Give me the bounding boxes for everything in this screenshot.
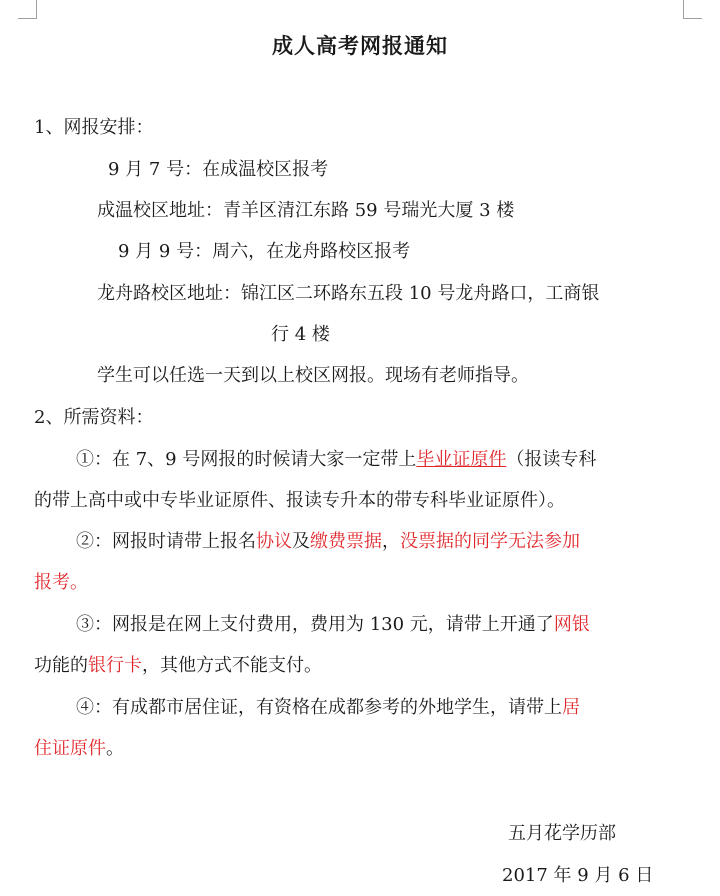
campus-address2-line2: 行 4 楼 bbox=[271, 324, 330, 345]
page-corner-mark bbox=[18, 0, 37, 19]
requirement-item1-line2: 的带上高中或中专毕业证原件、报读专升本的带专科毕业证原件）。 bbox=[34, 490, 565, 511]
item2-mid: 及 bbox=[292, 531, 310, 552]
item4-line2-suffix: 。 bbox=[106, 738, 124, 759]
document-title: 成人高考网报通知 bbox=[272, 33, 448, 58]
item1-highlight: 毕业证原件 bbox=[416, 449, 507, 470]
item4-line2-red: 住证原件 bbox=[34, 738, 106, 759]
item2-comma: ， bbox=[382, 531, 400, 552]
campus-address2-line1: 龙舟路校区地址：锦江区二环路东五段 10 号龙舟路口，工商银 bbox=[97, 283, 600, 304]
requirement-item1-line1 bbox=[76, 448, 596, 472]
campus-address1: 成温校区地址：青羊区清江东路 59 号瑞光大厦 3 楼 bbox=[97, 200, 515, 221]
item3-red1: 网银 bbox=[553, 614, 590, 635]
section1-heading: 1、网报安排： bbox=[34, 117, 154, 138]
item4-red1: 居 bbox=[562, 697, 580, 718]
schedule-date1: 9 月 7 号：在成温校区报考 bbox=[108, 159, 329, 180]
item2-red2: 缴费票据 bbox=[310, 531, 382, 552]
item4-prefix: ④：有成都市居住证，有资格在成都参考的外地学生，请带上 bbox=[76, 697, 562, 718]
requirement-item4-line1 bbox=[76, 696, 580, 720]
item2-prefix: ②：网报时请带上报名 bbox=[76, 531, 256, 552]
item1-prefix: ①：在 7、9 号网报的时候请大家一定带上 bbox=[76, 449, 417, 470]
signature-date: 2017 年 9 月 6 日 bbox=[502, 865, 654, 886]
requirement-item2-line1 bbox=[76, 530, 580, 554]
item2-red1: 协议 bbox=[256, 531, 292, 552]
item2-red3: 没票据的同学无法参加 bbox=[400, 531, 580, 552]
page-corner-mark bbox=[683, 0, 702, 19]
requirement-item3-line1 bbox=[76, 613, 590, 637]
item3-line2-suffix: ，其他方式不能支付。 bbox=[142, 655, 322, 676]
signature-org: 五月花学历部 bbox=[508, 823, 616, 844]
item3-red2: 银行卡 bbox=[88, 655, 142, 676]
item3-prefix: ③：网报是在网上支付费用，费用为 130 元，请带上开通了 bbox=[76, 614, 554, 635]
item1-suffix: （报读专科 bbox=[506, 449, 597, 470]
requirement-item4-line2 bbox=[34, 737, 124, 761]
schedule-date2: 9 月 9 号：周六，在龙舟路校区报考 bbox=[118, 241, 411, 262]
item3-line2-prefix: 功能的 bbox=[34, 655, 88, 676]
section2-heading: 2、所需资料： bbox=[34, 407, 154, 428]
requirement-item3-line2 bbox=[34, 654, 322, 678]
schedule-note: 学生可以任选一天到以上校区网报。现场有老师指导。 bbox=[97, 365, 529, 386]
requirement-item2-line2: 报考。 bbox=[34, 572, 88, 593]
